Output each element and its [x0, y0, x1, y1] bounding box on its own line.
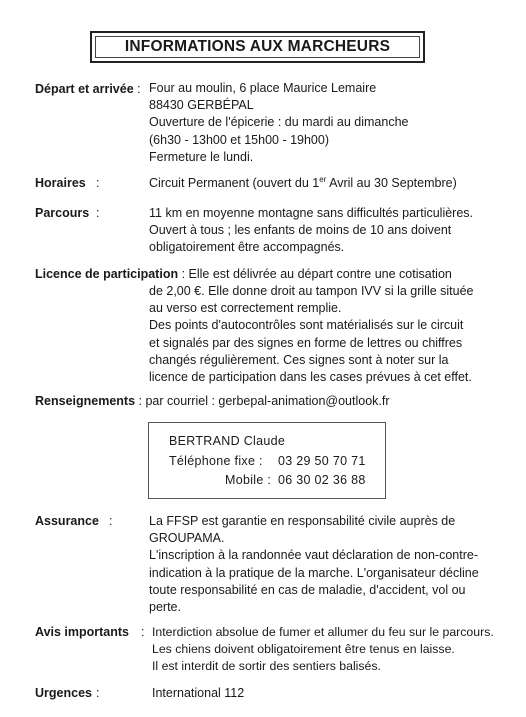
parcours-label-text: Parcours [35, 206, 90, 220]
licence-line: au verso est correctement remplie. [149, 301, 342, 316]
renseignements [35, 393, 390, 410]
avis-line: Interdiction absolue de fumer et allumer du feu sur le parcours. [152, 625, 494, 639]
depart-sep: : [133, 82, 141, 96]
depart-text [149, 80, 408, 166]
assurance-label [35, 514, 99, 528]
licence-text [149, 283, 474, 386]
assurance-line: GROUPAMA. [149, 531, 225, 546]
urgences-text: International 112 [152, 686, 245, 700]
contact-fixe-label: Téléphone fixe : [169, 454, 263, 468]
horaires-label-text: Horaires [35, 176, 86, 190]
avis-line: Il est interdit de sortir des sentiers balisés. [152, 659, 381, 674]
assurance-sep: : [109, 514, 113, 528]
depart-label [35, 82, 141, 96]
contact-fixe: 03 29 50 70 71 [278, 454, 366, 468]
assurance-line: perte. [149, 600, 181, 615]
horaires-text-before: Circuit Permanent (ouvert du 1 [149, 176, 320, 190]
depart-line: (6h30 - 13h00 et 15h00 - 19h00) [149, 132, 329, 147]
parcours-label [35, 206, 89, 220]
horaires-text [149, 175, 457, 192]
licence-label: Licence de participation [35, 267, 179, 281]
contact-box [148, 422, 386, 499]
contact-name: BERTRAND Claude [169, 434, 286, 448]
licence-line: et signalés par des signes en forme de lettres ou chiffres [149, 335, 463, 350]
horaires-text-sup: er [319, 174, 327, 184]
parcours-line: Ouvert à tous ; les enfants de moins de 10 ans doivent [149, 223, 452, 238]
depart-line: Fermeture le lundi. [149, 149, 254, 164]
assurance-label-text: Assurance [35, 514, 99, 528]
contact-mobile: 06 30 02 36 88 [278, 473, 366, 487]
contact-mobile-label: Mobile : [225, 473, 272, 487]
assurance-line: toute responsabilité en cas de maladie, d'accident, vol ou [149, 582, 466, 597]
page-title: INFORMATIONS AUX MARCHEURS [95, 36, 420, 58]
title-frame [90, 31, 425, 63]
depart-line: Four au moulin, 6 place Maurice Lemaire [149, 81, 377, 95]
avis-text [152, 624, 494, 676]
depart-line: 88430 GERBÉPAL [149, 98, 254, 113]
licence-line: Des points d'autocontrôles sont matérialisés sur le circuit [149, 318, 464, 333]
parcours-sep: : [96, 206, 100, 220]
parcours-text [149, 205, 473, 257]
assurance-text [149, 513, 479, 616]
avis-label [35, 625, 129, 639]
horaires-label [35, 176, 86, 190]
urgences-label-text: Urgences [35, 686, 92, 700]
depart-label-text: Départ et arrivée [35, 82, 134, 96]
renseignements-label: Renseignements [35, 394, 136, 408]
licence-first-line: : Elle est délivrée au départ contre une cotisation [178, 267, 452, 281]
depart-line: Ouverture de l'épicerie : du mardi au dimanche [149, 115, 409, 130]
licence-first [35, 266, 452, 283]
horaires-sep: : [96, 176, 100, 190]
avis-label-text: Avis importants [35, 625, 130, 639]
licence-line: changés régulièrement. Ces signes sont à noter sur la [149, 352, 449, 367]
avis-line: Les chiens doivent obligatoirement être tenus en laisse. [152, 642, 455, 657]
licence-line: licence de participation dans les cases prévues à cet effet. [149, 370, 472, 385]
assurance-line: L'inscription à la randonnée vaut déclaration de non-contre- [149, 548, 478, 563]
horaires-text-after: Avril au 30 Septembre) [326, 176, 457, 190]
parcours-line: obligatoirement être accompagnés. [149, 240, 345, 255]
parcours-line: 11 km en moyenne montagne sans difficultés particulières. [149, 206, 474, 220]
renseignements-text: : par courriel : gerbepal-animation@outlook.fr [135, 394, 390, 408]
assurance-line: indication à la pratique de la marche. L'organisateur décline [149, 565, 479, 580]
urgences-sep: : [96, 686, 100, 700]
licence-line: de 2,00 €. Elle donne droit au tampon IVV si la grille située [149, 284, 474, 298]
assurance-line: La FFSP est garantie en responsabilité civile auprès de [149, 514, 456, 528]
urgences-label [35, 686, 92, 700]
avis-sep: : [141, 625, 145, 639]
